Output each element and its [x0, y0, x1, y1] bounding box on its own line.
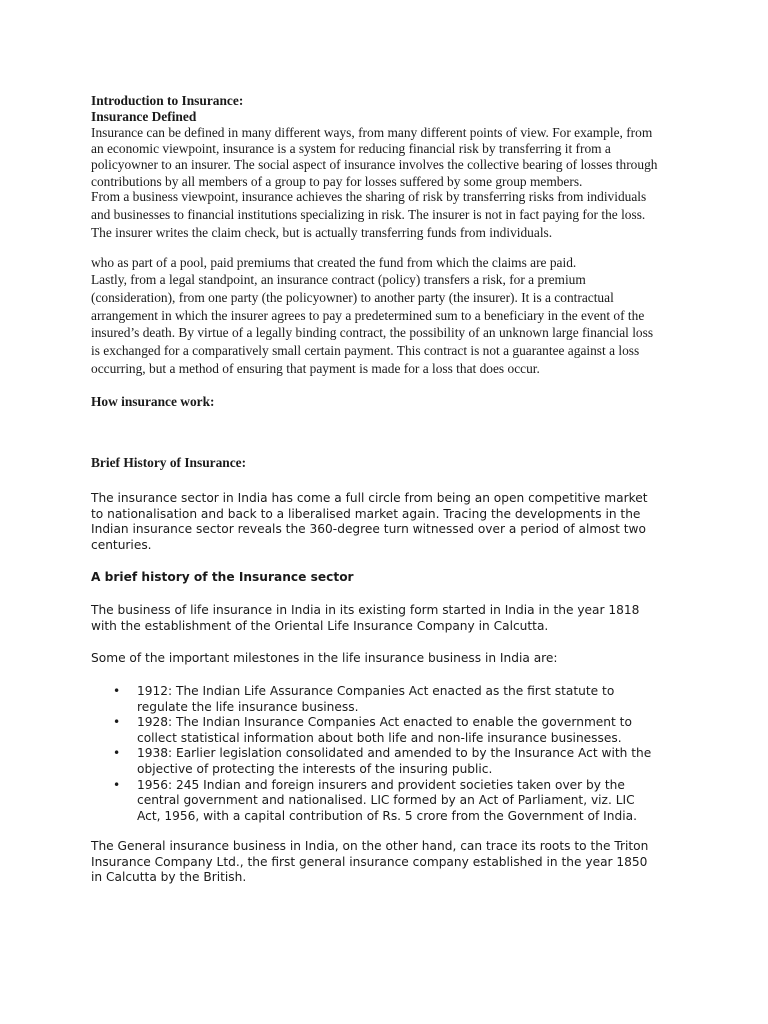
text-line: 1938: Earlier legislation consolidated and amended to by the Insurance Act with the: [137, 746, 652, 761]
list-item: [91, 778, 681, 825]
text-line: 1912: The Indian Life Assurance Companies Act enacted as the first statute to: [137, 684, 615, 698]
paragraph-sector-overview: [91, 491, 681, 553]
text-line: insured’s death. By virtue of a legally binding contract, the possibility of an unknown large financial loss: [91, 325, 654, 341]
bullet-icon: •: [113, 777, 121, 792]
text-line: Insurance Company Ltd., the first general insurance company established in the year 1850: [91, 854, 648, 869]
text-line: policyowner to an insurer. The social aspect of insurance involves the collective bearing of losses through: [91, 157, 658, 173]
text-line: regulate the life insurance business.: [137, 699, 359, 714]
text-line: Act, 1956, with a capital contribution of Rs. 5 crore from the Government of India.: [137, 808, 637, 823]
paragraph-business-viewpoint: [91, 188, 681, 241]
text-line: arrangement in which the insurer agrees to pay a predetermined sum to a beneficiary in the event of the: [91, 307, 645, 323]
text-line: collect statistical information about both life and non-life insurance businesses.: [137, 730, 622, 745]
text-line: objective of protecting the interests of the insuring public.: [137, 761, 493, 776]
text-line: Indian insurance sector reveals the 360-degree turn witnessed over a period of almost two: [91, 522, 646, 537]
paragraph-definition: [91, 125, 681, 190]
text-line: The insurer writes the claim check, but is actually transferring funds from individuals.: [91, 224, 553, 240]
text-line: 1956: 245 Indian and foreign insurers and provident societies taken over by the: [137, 777, 625, 792]
bullet-icon: •: [113, 684, 121, 698]
text-line: an economic viewpoint, insurance is a system for reducing financial risk by transferring it from a: [91, 141, 611, 157]
text-line: 1928: The Indian Insurance Companies Act enacted to enable the government to: [137, 715, 632, 730]
text-line: in Calcutta by the British.: [91, 870, 247, 885]
section-heading-how-insurance-works: How insurance work:: [91, 394, 215, 409]
section-heading-brief-history: Brief History of Insurance:: [91, 455, 247, 470]
bullet-icon: •: [113, 746, 121, 761]
text-line: to nationalisation and back to a liberalised market again. Tracing the developments in the: [91, 506, 641, 521]
section-heading-insurance-sector: A brief history of the Insurance sector: [91, 570, 354, 584]
text-line: The business of life insurance in India in its existing form started in India in the year 1818: [91, 603, 640, 617]
paragraph-life-insurance-origin: [91, 603, 681, 634]
text-line: Insurance can be defined in many different ways, from many different points of view. For example, from: [91, 125, 653, 140]
list-item: [91, 746, 681, 777]
text-line: From a business viewpoint, insurance achieves the sharing of risk by transferring risks from individuals: [91, 189, 647, 204]
text-line: and businesses to financial institutions specializing in risk. The insurer is not in fact paying for the loss.: [91, 206, 646, 222]
text-line: The insurance sector in India has come a full circle from being an open competitive market: [91, 491, 648, 505]
bullet-icon: •: [113, 715, 121, 730]
text-line: contributions by all members of a group to pay for losses suffered by some group members.: [91, 173, 583, 189]
text-line: who as part of a pool, paid premiums that created the fund from which the claims are paid.: [91, 255, 577, 270]
list-item: [91, 715, 681, 746]
page-title: Introduction to Insurance:: [91, 93, 244, 108]
text-line: Lastly, from a legal standpoint, an insurance contract (policy) transfers a risk, for a premium: [91, 272, 586, 287]
title-block: [91, 93, 681, 125]
text-line: is exchanged for a comparatively small certain payment. This contract is not a guarantee against a loss: [91, 343, 640, 359]
paragraph-general-insurance: [91, 839, 681, 886]
text-line: (consideration), from one party (the policyowner) to another party (the insurer). It is a contractual: [91, 289, 614, 305]
list-item: [91, 684, 681, 715]
paragraph-legal-standpoint: [91, 271, 681, 378]
paragraph-milestones-intro: [91, 651, 681, 667]
text-line: Some of the important milestones in the life insurance business in India are:: [91, 651, 558, 665]
text-line: centuries.: [91, 537, 152, 552]
text-line: occurring, but a method of ensuring that payment is made for a loss that does occur.: [91, 360, 540, 376]
milestones-list: [91, 684, 681, 824]
text-line: central government and nationalised. LIC formed by an Act of Parliament, viz. LIC: [137, 793, 635, 808]
text-line: with the establishment of the Oriental Life Insurance Company in Calcutta.: [91, 618, 549, 633]
section-heading-defined: Insurance Defined: [91, 109, 197, 125]
text-line: The General insurance business in India, on the other hand, can trace its roots to the Triton: [91, 839, 649, 853]
paragraph-pool: [91, 255, 681, 271]
